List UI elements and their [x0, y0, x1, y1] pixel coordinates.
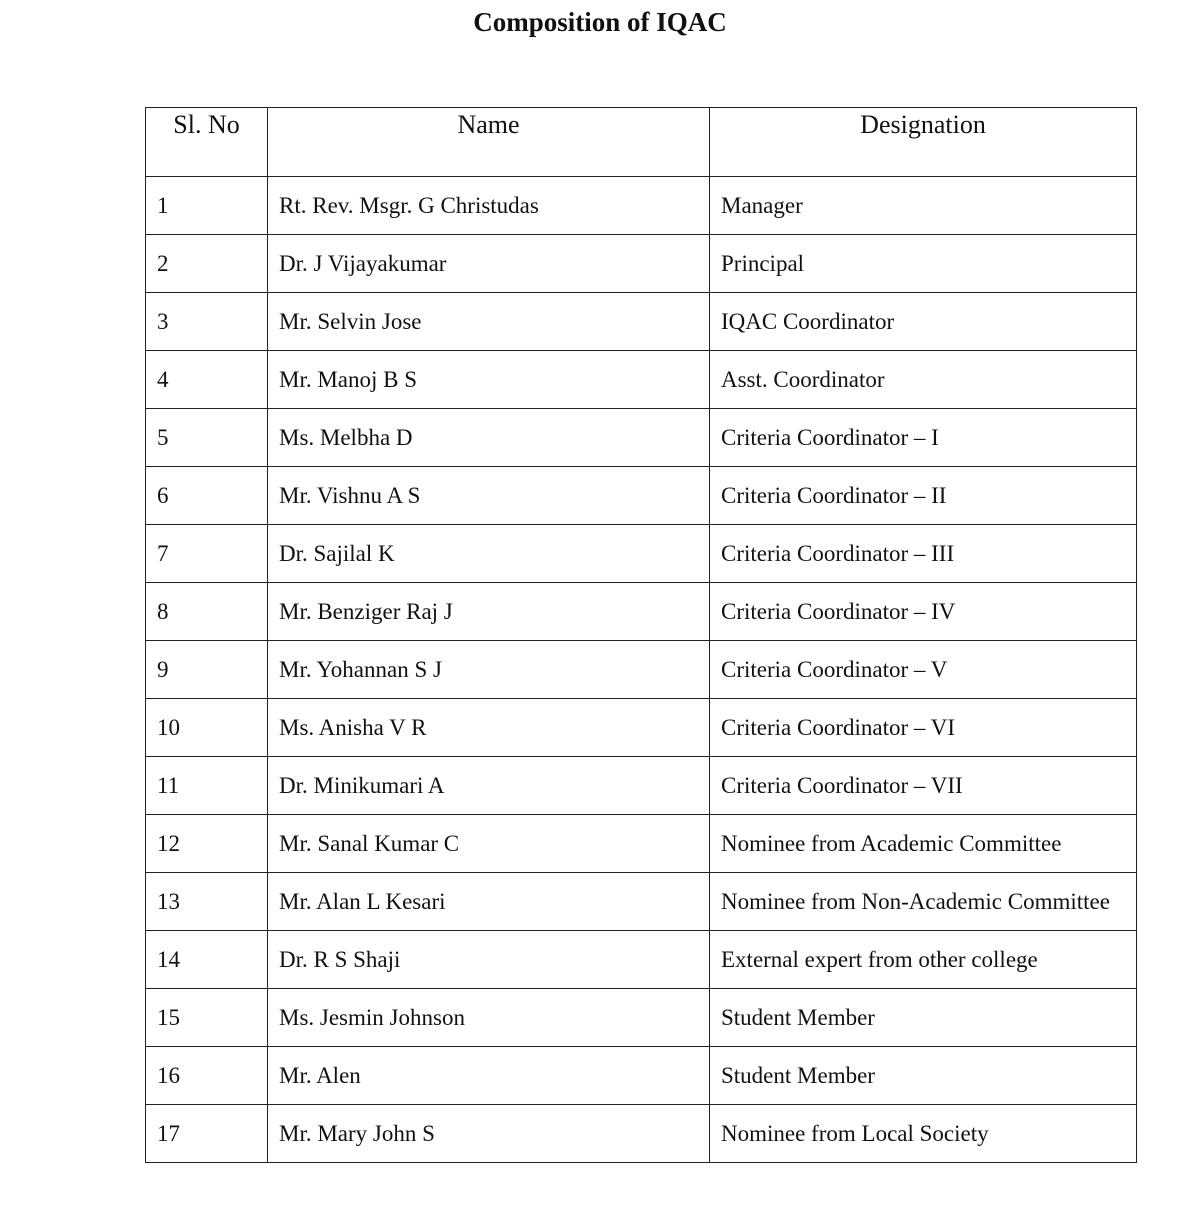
cell-designation: Principal: [710, 235, 1137, 293]
cell-sl-no: 9: [146, 641, 268, 699]
table-row: [146, 583, 1137, 641]
cell-designation: Criteria Coordinator – III: [710, 525, 1137, 583]
table-body: [146, 177, 1137, 1163]
table-row: [146, 293, 1137, 351]
cell-name: Dr. Minikumari A: [268, 757, 710, 815]
cell-sl-no: 17: [146, 1105, 268, 1163]
cell-sl-no: 15: [146, 989, 268, 1047]
column-header-sl-no: Sl. No: [146, 108, 268, 177]
table-row: [146, 641, 1137, 699]
cell-name: Ms. Anisha V R: [268, 699, 710, 757]
table-row: [146, 1047, 1137, 1105]
cell-sl-no: 7: [146, 525, 268, 583]
cell-sl-no: 10: [146, 699, 268, 757]
cell-designation: Criteria Coordinator – V: [710, 641, 1137, 699]
cell-name: Rt. Rev. Msgr. G Christudas: [268, 177, 710, 235]
cell-designation: Criteria Coordinator – I: [710, 409, 1137, 467]
cell-sl-no: 12: [146, 815, 268, 873]
cell-name: Mr. Alan L Kesari: [268, 873, 710, 931]
cell-designation: Criteria Coordinator – II: [710, 467, 1137, 525]
cell-name: Mr. Yohannan S J: [268, 641, 710, 699]
table-row: [146, 931, 1137, 989]
iqac-members-table: [145, 107, 1137, 1163]
cell-name: Ms. Jesmin Johnson: [268, 989, 710, 1047]
cell-sl-no: 3: [146, 293, 268, 351]
cell-name: Mr. Manoj B S: [268, 351, 710, 409]
cell-sl-no: 8: [146, 583, 268, 641]
page-title: Composition of IQAC: [473, 7, 727, 37]
cell-sl-no: 6: [146, 467, 268, 525]
cell-designation: Criteria Coordinator – VI: [710, 699, 1137, 757]
cell-designation: IQAC Coordinator: [710, 293, 1137, 351]
cell-name: Mr. Selvin Jose: [268, 293, 710, 351]
table-row: [146, 989, 1137, 1047]
cell-designation: Criteria Coordinator – IV: [710, 583, 1137, 641]
table-row: [146, 467, 1137, 525]
cell-designation: Nominee from Academic Committee: [710, 815, 1137, 873]
table-row: [146, 525, 1137, 583]
cell-designation: Nominee from Non-Academic Committee: [710, 873, 1137, 931]
cell-sl-no: 11: [146, 757, 268, 815]
column-header-name: Name: [268, 108, 710, 177]
cell-name: Dr. J Vijayakumar: [268, 235, 710, 293]
cell-name: Mr. Mary John S: [268, 1105, 710, 1163]
cell-designation: Student Member: [710, 989, 1137, 1047]
table-row: [146, 873, 1137, 931]
table-row: [146, 699, 1137, 757]
cell-name: Mr. Benziger Raj J: [268, 583, 710, 641]
table-row: [146, 177, 1137, 235]
cell-name: Dr. R S Shaji: [268, 931, 710, 989]
table-row: [146, 351, 1137, 409]
table-row: [146, 815, 1137, 873]
table-row: [146, 235, 1137, 293]
cell-designation: Nominee from Local Society: [710, 1105, 1137, 1163]
cell-sl-no: 1: [146, 177, 268, 235]
column-header-designation: Designation: [710, 108, 1137, 177]
cell-sl-no: 2: [146, 235, 268, 293]
cell-sl-no: 4: [146, 351, 268, 409]
cell-sl-no: 16: [146, 1047, 268, 1105]
cell-name: Mr. Sanal Kumar C: [268, 815, 710, 873]
cell-sl-no: 5: [146, 409, 268, 467]
cell-name: Dr. Sajilal K: [268, 525, 710, 583]
cell-designation: Asst. Coordinator: [710, 351, 1137, 409]
table-row: [146, 1105, 1137, 1163]
cell-sl-no: 14: [146, 931, 268, 989]
cell-designation: Manager: [710, 177, 1137, 235]
cell-name: Ms. Melbha D: [268, 409, 710, 467]
table-row: [146, 409, 1137, 467]
table-header-row: [146, 108, 1137, 177]
cell-designation: External expert from other college: [710, 931, 1137, 989]
cell-sl-no: 13: [146, 873, 268, 931]
cell-name: Mr. Vishnu A S: [268, 467, 710, 525]
cell-name: Mr. Alen: [268, 1047, 710, 1105]
cell-designation: Student Member: [710, 1047, 1137, 1105]
cell-designation: Criteria Coordinator – VII: [710, 757, 1137, 815]
table-row: [146, 757, 1137, 815]
